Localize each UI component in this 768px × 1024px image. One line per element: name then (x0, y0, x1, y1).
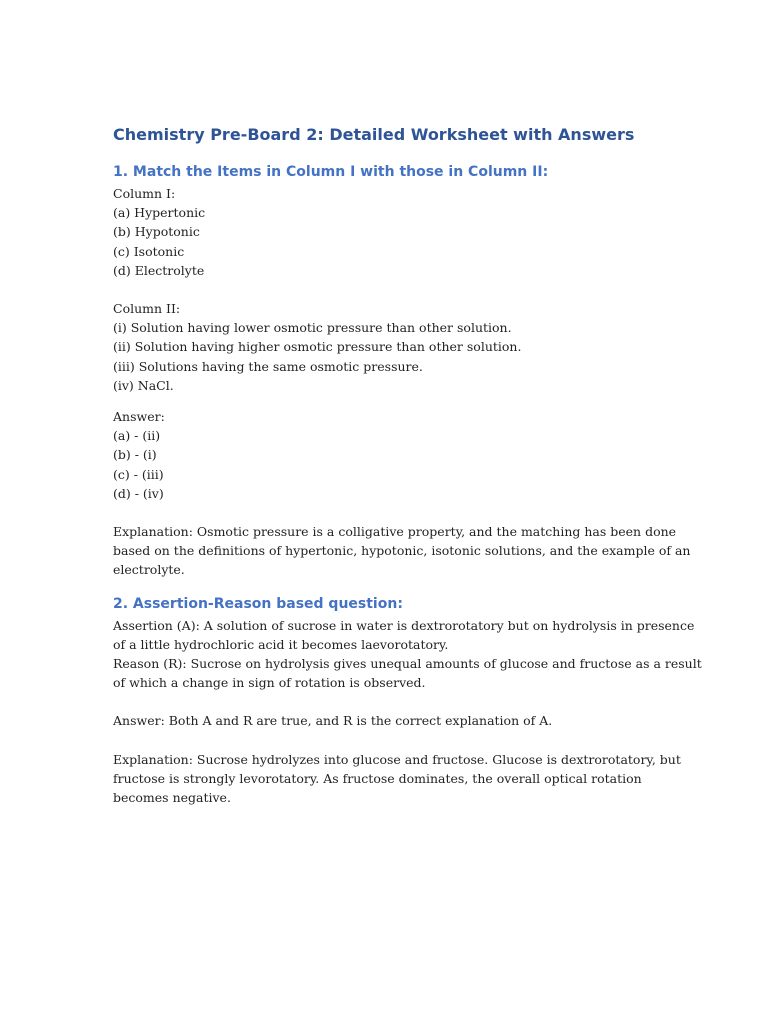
statement-line: Assertion (A): A solution of sucrose in water is dextrorotatory but on hydrolysis in presence (113, 617, 695, 633)
answer-label: Answer: (113, 409, 165, 425)
answer-line: Answer: Both A and R are true, and R is the correct explanation of A. (113, 713, 553, 729)
column-2-block (113, 299, 658, 395)
answer-block (113, 407, 658, 503)
answer-item: (d) - (iv) (113, 485, 164, 501)
answer-item: (a) - (ii) (113, 428, 161, 444)
column-1-block (113, 184, 658, 280)
answer-2 (113, 711, 658, 730)
column-2-item: (iv) NaCl. (113, 377, 174, 393)
explanation-line: Explanation: Sucrose hydrolyzes into glucose and fructose. Glucose is dextrorotatory, but (113, 751, 681, 767)
column-1-item: (b) Hypotonic (113, 224, 200, 240)
statement-line: of a little hydrochloric acid it becomes laevorotatory. (113, 636, 449, 652)
statement-line: Reason (R): Sucrose on hydrolysis gives unequal amounts of glucose and fructose as a result (113, 656, 702, 672)
document-title: Chemistry Pre-Board 2: Detailed Worksheet with Answers (113, 125, 635, 144)
answer-item: (b) - (i) (113, 447, 157, 463)
column-2-item: (iii) Solutions having the same osmotic pressure. (113, 358, 423, 374)
worksheet-page (113, 124, 702, 807)
explanation-line: Explanation: Osmotic pressure is a colligative property, and the matching has been done (113, 524, 677, 540)
question-2-heading: 2. Assertion-Reason based question: (113, 595, 403, 612)
question-1-heading: 1. Match the Items in Column I with those in Column II: (113, 164, 549, 180)
explanation-1 (113, 522, 691, 580)
column-2-item: (ii) Solution having higher osmotic pressure than other solution. (113, 339, 522, 355)
column-1-item: (c) Isotonic (113, 243, 185, 259)
explanation-line: becomes negative. (113, 790, 231, 806)
column-2-item: (i) Solution having lower osmotic pressure than other solution. (113, 320, 512, 336)
assertion-reason-block (113, 616, 702, 693)
explanation-line: electrolyte. (113, 562, 185, 578)
column-1-item: (d) Electrolyte (113, 262, 205, 278)
answer-item: (c) - (iii) (113, 466, 164, 482)
column-2-label: Column II: (113, 301, 181, 317)
column-1-item: (a) Hypertonic (113, 205, 206, 221)
explanation-line: fructose is strongly levorotatory. As fructose dominates, the overall optical rotation (113, 770, 642, 786)
explanation-2 (113, 750, 681, 808)
column-1-label: Column I: (113, 186, 176, 201)
statement-line: of which a change in sign of rotation is observed. (113, 675, 426, 691)
explanation-line: based on the definitions of hypertonic, hypotonic, isotonic solutions, and the example of an (113, 543, 691, 559)
